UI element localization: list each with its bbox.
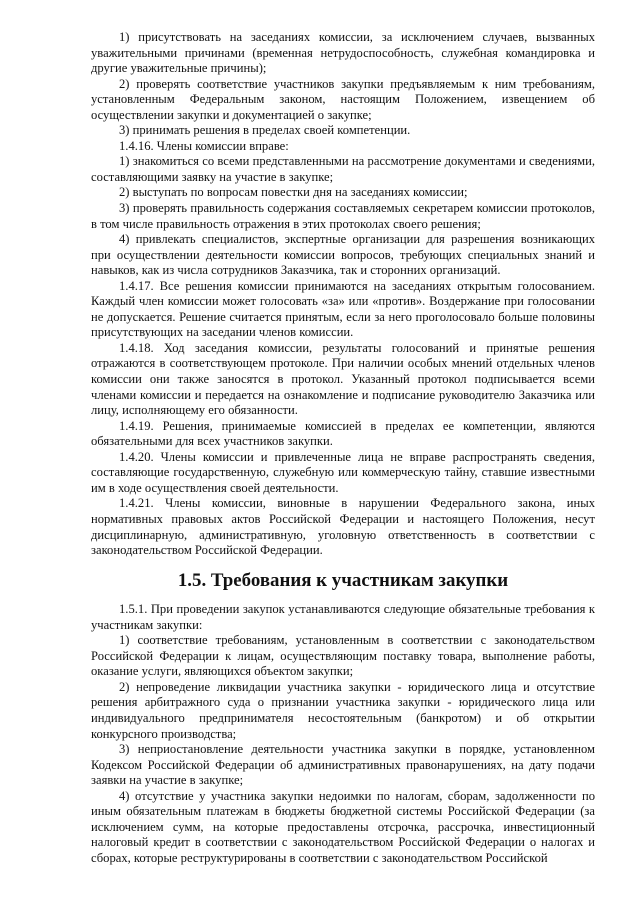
paragraph: 1.4.17. Все решения комиссии принимаются на заседаниях открытым голосованием. Каждый член комиссии может голосовать «за» или «против». Воздержание при голосовании не допускается. Решение считается принятым, если за него проголосовало больше половины присутствующих на заседании членов комиссии. bbox=[91, 278, 595, 340]
paragraph: 3) проверять правильность содержания составляемых секретарем комиссии протоколов, в том числе правильность отражения в этих протоколах своего решения; bbox=[91, 201, 595, 231]
paragraph: 1.5.1. При проведении закупок устанавливаются следующие обязательные требования к участникам закупки: bbox=[91, 602, 595, 632]
paragraph: 3) неприостановление деятельности участника закупки в порядке, установленном Кодексом Российской Федерации об административных правонарушениях, на дату подачи заявки на участие в закупке; bbox=[91, 742, 595, 788]
paragraph: 1.4.16. Члены комиссии вправе: bbox=[119, 138, 289, 153]
paragraph: 3) принимать решения в пределах своей компетенции. bbox=[119, 123, 411, 138]
paragraph: 2) выступать по вопросам повестки дня на заседаниях комиссии; bbox=[119, 185, 468, 200]
paragraph: 1.4.18. Ход заседания комиссии, результаты голосований и принятые решения отражаются в соответствующем протоколе. При наличии особых мнений отдельных членов комиссии они также заносятся в протокол. Указанный протокол подписывается всеми членами комиссии и передается на ознакомление и подписание руководителю Заказчика или лицу, исполняющему его обязанности. bbox=[91, 340, 595, 418]
paragraph: 2) проверять соответствие участников закупки предъявляемым к ним требованиям, установленным Федеральным законом, настоящим Положением, извещением об осуществлении закупки и документацией о закупке; bbox=[91, 76, 595, 122]
paragraph: 4) отсутствие у участника закупки недоимки по налогам, сборам, задолженности по иным обязательным платежам в бюджеты бюджетной системы Российской Федерации (за исключением сумм, на которые предоставлены отсрочка, рассрочка, инвестиционный налоговый кредит в соответствии с законодательством Российской Федерации о налогах и сборах, которые реструктурированы в соответствии с законодательством Российской bbox=[91, 788, 595, 865]
paragraph: 1.4.21. Члены комиссии, виновные в нарушении Федерального закона, иных нормативных правовых актов Российской Федерации и настоящего Положения, несут дисциплинарную, административную, уголовную ответственность в соответствии с законодательством Российской Федерации. bbox=[91, 496, 595, 558]
paragraph: 4) привлекать специалистов, экспертные организации для разрешения возникающих при осуществлении деятельности комиссии вопросов, требующих специальных знаний и навыков, как из числа сотрудников Заказчика, так и сторонних организаций. bbox=[91, 232, 595, 278]
paragraph: 1) соответствие требованиям, установленным в соответствии с законодательством Российской Федерации к лицам, осуществляющим поставку товара, выполнение работы, оказание услуги, являющихся объектом закупки; bbox=[91, 633, 595, 679]
paragraph: 1) знакомиться со всеми представленными на рассмотрение документами и сведениями, составляющими заявку на участие в закупке; bbox=[91, 154, 595, 184]
paragraph: 1.4.20. Члены комиссии и привлеченные лица не вправе распространять сведения, составляющие государственную, служебную или коммерческую тайну, ставшие известными им в ходе осуществления своей деятельности. bbox=[91, 449, 595, 495]
paragraph: 2) непроведение ликвидации участника закупки - юридического лица и отсутствие решения арбитражного суда о признании участника закупки - юридического лица или индивидуального предпринимателя несостоятельным (банкротом) и об открытии конкурсного производства; bbox=[91, 679, 595, 741]
paragraph: 1.4.19. Решения, принимаемые комиссией в пределах ее компетенции, являются обязательными для всех участников закупки. bbox=[91, 418, 595, 449]
body-text-before bbox=[91, 30, 595, 559]
body-text-after bbox=[91, 602, 595, 866]
paragraph: 1) присутствовать на заседаниях комиссии, за исключением случаев, вызванных уважительными причинами (временная нетрудоспособность, служебная командировка и другие уважительные причины); bbox=[91, 30, 595, 76]
section-heading: 1.5. Требования к участникам закупки bbox=[177, 569, 509, 591]
